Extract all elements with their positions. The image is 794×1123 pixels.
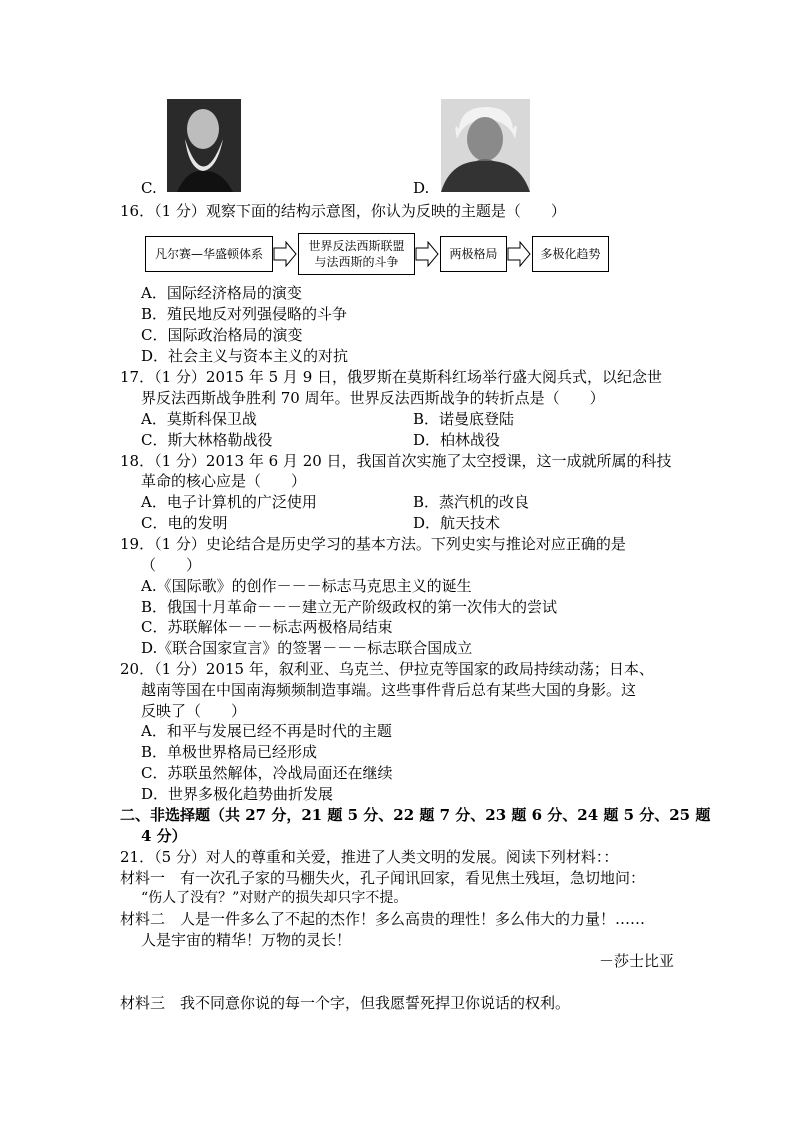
flow-box-versailles: 凡尔赛—华盛顿体系 bbox=[145, 236, 273, 272]
option-d-label: D. bbox=[413, 179, 430, 197]
material-1-line2: “伤人了没有？”对财产的损失却只字不提。 bbox=[141, 890, 408, 906]
material-2-line1: 材料二 人是一件多么了不起的杰作！多么高贵的理性！多么伟大的力量！…… bbox=[120, 910, 646, 928]
q16-option-b: B．殖民地反对列强侵略的斗争 bbox=[141, 305, 348, 323]
flow-box-bipolar: 两极格局 bbox=[440, 236, 507, 272]
q20-option-b: B．单极世界格局已经形成 bbox=[141, 743, 318, 761]
section-2-heading-line1: 二、非选择题（共 27 分，21 题 5 分、22 题 7 分、23 题 6 分、24 题 5 分、25 题 bbox=[120, 806, 711, 824]
q19-option-a: A.《国际歌》的创作－－－标志马克思主义的诞生 bbox=[141, 577, 472, 595]
material-1-line1: 材料一 有一次孔子家的马棚失火，孔子闻讯回家，看见焦土残垣，急切地问： bbox=[120, 869, 646, 887]
question-18-line2: 革命的核心应是（ ） bbox=[141, 472, 307, 490]
q19-option-b: B．俄国十月革命－－－建立无产阶级政权的第一次伟大的尝试 bbox=[141, 598, 558, 616]
q18-option-c: C．电的发明 bbox=[141, 514, 228, 532]
q20-option-d: D．世界多极化趋势曲折发展 bbox=[141, 785, 334, 803]
material-2-attribution: －莎士比亚 bbox=[598, 952, 674, 970]
arrow-icon bbox=[507, 241, 531, 267]
flow-box-antifascist: 世界反法西斯联盟 与法西斯的斗争 bbox=[298, 233, 415, 275]
q18-option-d: D．航天技术 bbox=[413, 514, 501, 532]
q18-option-a: A．电子计算机的广泛使用 bbox=[141, 493, 317, 511]
structure-diagram bbox=[145, 233, 615, 273]
q20-option-c: C．苏联虽然解体，冷战局面还在继续 bbox=[141, 764, 393, 782]
q18-option-b: B．蒸汽机的改良 bbox=[413, 493, 530, 511]
question-20-line3: 反映了（ ） bbox=[141, 702, 247, 720]
question-19-line2: （ ） bbox=[141, 556, 202, 574]
option-c-label: C. bbox=[141, 179, 157, 197]
q17-option-a: A．莫斯科保卫战 bbox=[141, 410, 257, 428]
question-20-line2: 越南等国在中国南海频频制造事端。这些事件背后总有某些大国的身影。这 bbox=[141, 681, 637, 699]
section-2-heading-line2: 4 分） bbox=[141, 827, 187, 845]
q17-option-d: D．柏林战役 bbox=[413, 431, 501, 449]
question-17-line1: 17．（1 分）2015 年 5 月 9 日，俄罗斯在莫斯科红场举行盛大阅兵式，以纪念世 bbox=[120, 368, 663, 386]
question-18-line1: 18．（1 分）2013 年 6 月 20 日，我国首次实施了太空授课，这一成就所属的科技 bbox=[120, 452, 672, 470]
question-19-line1: 19．（1 分）史论结合是历史学习的基本方法。下列史实与推论对应正确的是 bbox=[120, 535, 626, 553]
q20-option-a: A．和平与发展已经不再是时代的主题 bbox=[141, 722, 392, 740]
q16-option-c: C．国际政治格局的演变 bbox=[141, 326, 303, 344]
q19-option-c: C．苏联解体－－－标志两极格局结束 bbox=[141, 618, 393, 636]
q17-option-b: B．诺曼底登陆 bbox=[413, 410, 515, 428]
q16-option-a: A．国际经济格局的演变 bbox=[141, 284, 302, 302]
q19-option-d: D.《联合国家宣言》的签署－－－标志联合国成立 bbox=[141, 639, 473, 657]
material-2-line2: 人是宇宙的精华！万物的灵长！ bbox=[141, 931, 352, 949]
question-20-line1: 20．（1 分）2015 年，叙利亚、乌克兰、伊拉克等国家的政局持续动荡；日本、 bbox=[120, 660, 654, 678]
flow-box-multipolar: 多极化趋势 bbox=[532, 236, 609, 272]
material-3-line: 材料三 我不同意你说的每一个字，但我愿誓死捍卫你说话的权利。 bbox=[120, 994, 571, 1012]
q16-option-d: D．社会主义与资本主义的对抗 bbox=[141, 347, 349, 365]
question-21-stem: 21．（5 分）对人的尊重和关爱，推进了人类文明的发展。阅读下列材料：： bbox=[120, 848, 619, 866]
question-17-line2: 界反法西斯战争胜利 70 周年。世界反法西斯战争的转折点是（ ） bbox=[141, 389, 605, 407]
question-16-stem: 16．（1 分）观察下面的结构示意图，你认为反映的主题是（ ） bbox=[120, 202, 566, 220]
einstein-portrait-image bbox=[441, 99, 530, 192]
darwin-portrait-image bbox=[167, 99, 241, 192]
arrow-icon bbox=[273, 241, 297, 267]
q17-option-c: C．斯大林格勒战役 bbox=[141, 431, 273, 449]
arrow-icon bbox=[415, 241, 439, 267]
